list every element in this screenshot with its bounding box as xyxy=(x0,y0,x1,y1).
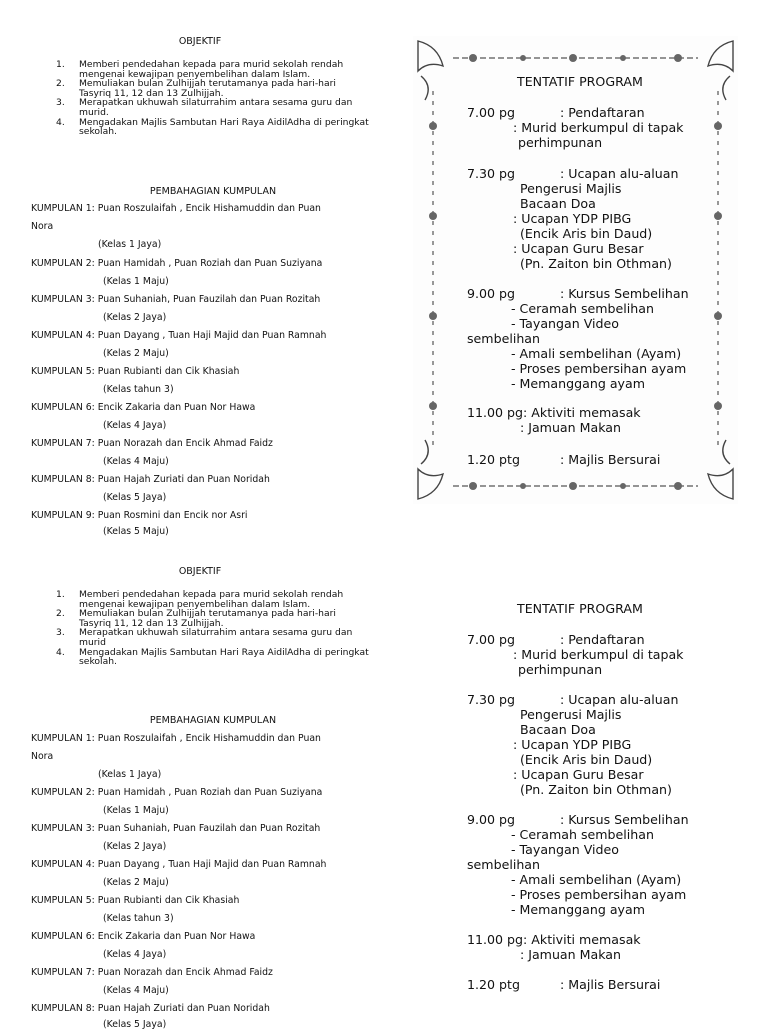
group-line: KUMPULAN 4: Puan Dayang , Tuan Haji Majid dan Puan Ramnah xyxy=(31,330,327,341)
group-line: KUMPULAN 9: Puan Rosmini dan Encik nor Asri xyxy=(31,510,248,521)
group-class: (Kelas 4 Maju) xyxy=(103,985,169,996)
slot-text: Pengerusi Majlis xyxy=(520,707,622,722)
objektif-item: 1. Memberi pendedahan kepada para murid sekolah rendah mengenai kewajipan penyembelihan dalam Islam. xyxy=(56,59,344,80)
slot-text: : Kursus Sembelihan xyxy=(560,286,689,301)
slot-text: : Ucapan alu-aluan xyxy=(560,692,679,707)
group-line: KUMPULAN 5: Puan Rubianti dan Cik Khasiah xyxy=(31,895,240,906)
group-line: KUMPULAN 6: Encik Zakaria dan Puan Nor Hawa xyxy=(31,931,256,942)
objektif-item: 3. Merapatkan ukhuwah silaturrahim antara sesama guru dan murid. xyxy=(56,97,353,118)
slot-text: - Ceramah sembelihan xyxy=(511,301,654,316)
group-class: (Kelas 1 Jaya) xyxy=(98,239,162,250)
group-line: KUMPULAN 2: Puan Hamidah , Puan Roziah dan Puan Suziyana xyxy=(31,258,323,269)
group-class: (Kelas tahun 3) xyxy=(103,384,174,395)
slot-time: 7.30 pg xyxy=(467,692,516,707)
slot-text: perhimpunan xyxy=(518,135,603,150)
group-class: (Kelas 2 Jaya) xyxy=(103,312,167,323)
slot-text: - Memanggang ayam xyxy=(511,902,645,917)
slot-text: : Majlis Bersurai xyxy=(560,452,661,467)
slot-text: : Jamuan Makan xyxy=(520,420,621,435)
tentatif-title: TENTATIF PROGRAM xyxy=(517,601,643,616)
pembahagian-title: PEMBAHAGIAN KUMPULAN xyxy=(149,715,277,726)
slot-time: 7.00 pg xyxy=(467,632,516,647)
group-line-cont: Nora xyxy=(31,751,54,762)
slot-text: : Majlis Bersurai xyxy=(560,977,661,992)
slot-text: sembelihan xyxy=(467,857,540,872)
group-line: KUMPULAN 7: Puan Norazah dan Encik Ahmad Faidz xyxy=(31,438,273,449)
slot-time: 11.00 pg: Aktiviti memasak xyxy=(467,405,641,420)
objektif-title: OBJEKTIF xyxy=(178,36,222,47)
group-class: (Kelas 2 Maju) xyxy=(103,877,169,888)
objektif-list xyxy=(56,60,369,137)
group-class: (Kelas 5 Maju) xyxy=(103,526,169,537)
slot-time: 9.00 pg xyxy=(467,286,516,301)
group-line: KUMPULAN 2: Puan Hamidah , Puan Roziah dan Puan Suziyana xyxy=(31,787,323,798)
group-class: (Kelas tahun 3) xyxy=(103,913,174,924)
slot-text: : Ucapan YDP PIBG xyxy=(513,211,632,226)
slot-text: (Encik Aris bin Daud) xyxy=(520,226,653,241)
slot-text: - Tayangan Video xyxy=(511,842,620,857)
group-class: (Kelas 1 Maju) xyxy=(103,276,169,287)
group-class: (Kelas 5 Jaya) xyxy=(103,1019,167,1030)
slot-text: sembelihan xyxy=(467,331,540,346)
slot-text: - Amali sembelihan (Ayam) xyxy=(511,346,682,361)
group-line: KUMPULAN 1: Puan Roszulaifah , Encik Hishamuddin dan Puan xyxy=(31,733,321,744)
group-class: (Kelas 4 Maju) xyxy=(103,456,169,467)
slot-text: : Kursus Sembelihan xyxy=(560,812,689,827)
slot-text: - Proses pembersihan ayam xyxy=(511,361,687,376)
group-class: (Kelas 4 Jaya) xyxy=(103,420,167,431)
group-class: (Kelas 5 Jaya) xyxy=(103,492,167,503)
slot-text: perhimpunan xyxy=(518,662,603,677)
objektif-list xyxy=(56,590,369,667)
group-line: KUMPULAN 8: Puan Hajah Zuriati dan Puan Noridah xyxy=(31,1003,270,1014)
group-line: KUMPULAN 6: Encik Zakaria dan Puan Nor Hawa xyxy=(31,402,256,413)
objektif-item: 1. Memberi pendedahan kepada para murid sekolah rendah mengenai kewajipan penyembelihan dalam Islam. xyxy=(56,589,344,610)
slot-text: : Murid berkumpul di tapak xyxy=(513,647,684,662)
group-line: KUMPULAN 3: Puan Suhaniah, Puan Fauzilah dan Puan Rozitah xyxy=(31,823,321,834)
objektif-title: OBJEKTIF xyxy=(178,566,222,577)
slot-text: : Jamuan Makan xyxy=(520,947,621,962)
slot-time: 9.00 pg xyxy=(467,812,516,827)
group-line: KUMPULAN 4: Puan Dayang , Tuan Haji Majid dan Puan Ramnah xyxy=(31,859,327,870)
slot-text: (Pn. Zaiton bin Othman) xyxy=(520,256,672,271)
group-class: (Kelas 2 Jaya) xyxy=(103,841,167,852)
pembahagian-title: PEMBAHAGIAN KUMPULAN xyxy=(149,186,277,197)
slot-text: Bacaan Doa xyxy=(520,196,596,211)
slot-text: - Memanggang ayam xyxy=(511,376,645,391)
slot-text: (Encik Aris bin Daud) xyxy=(520,752,653,767)
group-class: (Kelas 1 Jaya) xyxy=(98,769,162,780)
slot-time: 1.20 ptg xyxy=(467,977,520,992)
group-class: (Kelas 1 Maju) xyxy=(103,805,169,816)
group-line: KUMPULAN 3: Puan Suhaniah, Puan Fauzilah dan Puan Rozitah xyxy=(31,294,321,305)
group-line: KUMPULAN 8: Puan Hajah Zuriati dan Puan Noridah xyxy=(31,474,270,485)
group-line: KUMPULAN 1: Puan Roszulaifah , Encik Hishamuddin dan Puan xyxy=(31,203,321,214)
slot-time: 1.20 ptg xyxy=(467,452,520,467)
slot-text: - Tayangan Video xyxy=(511,316,620,331)
slot-text: : Murid berkumpul di tapak xyxy=(513,120,684,135)
objektif-item: 2. Memuliakan bulan Zulhijjah terutamanya pada hari-hari Tasyriq 11, 12 dan 13 Zulhijjah. xyxy=(56,78,336,99)
objektif-item: 4. Mengadakan Majlis Sambutan Hari Raya AidilAdha di peringkat sekolah. xyxy=(56,646,369,668)
slot-text: (Pn. Zaiton bin Othman) xyxy=(520,782,672,797)
slot-text: : Pendaftaran xyxy=(560,632,645,647)
objektif-item: 4. Mengadakan Majlis Sambutan Hari Raya AidilAdha di peringkat sekolah. xyxy=(56,116,369,138)
slot-text: : Ucapan Guru Besar xyxy=(513,241,644,256)
objektif-item: 3. Merapatkan ukhuwah silaturrahim antara sesama guru dan murid xyxy=(56,627,353,648)
slot-time: 11.00 pg: Aktiviti memasak xyxy=(467,932,641,947)
slot-text: - Amali sembelihan (Ayam) xyxy=(511,872,682,887)
group-list xyxy=(31,203,391,537)
slot-text: - Proses pembersihan ayam xyxy=(511,887,687,902)
objektif-item: 2. Memuliakan bulan Zulhijjah terutamanya pada hari-hari Tasyriq 11, 12 dan 13 Zulhijjah. xyxy=(56,608,336,629)
slot-text: : Ucapan alu-aluan xyxy=(560,166,679,181)
slot-text: : Ucapan Guru Besar xyxy=(513,767,644,782)
slot-text: - Ceramah sembelihan xyxy=(511,827,654,842)
slot-time: 7.30 pg xyxy=(467,166,516,181)
group-line-cont: Nora xyxy=(31,221,54,232)
slot-text: Bacaan Doa xyxy=(520,722,596,737)
group-line: KUMPULAN 5: Puan Rubianti dan Cik Khasiah xyxy=(31,366,240,377)
slot-time: 7.00 pg xyxy=(467,105,516,120)
group-class: (Kelas 2 Maju) xyxy=(103,348,169,359)
group-class: (Kelas 4 Jaya) xyxy=(103,949,167,960)
group-line: KUMPULAN 7: Puan Norazah dan Encik Ahmad Faidz xyxy=(31,967,273,978)
slot-text: : Pendaftaran xyxy=(560,105,645,120)
slot-text: Pengerusi Majlis xyxy=(520,181,622,196)
group-list xyxy=(31,733,391,1030)
slot-text: : Ucapan YDP PIBG xyxy=(513,737,632,752)
tentatif-title: TENTATIF PROGRAM xyxy=(517,74,643,89)
